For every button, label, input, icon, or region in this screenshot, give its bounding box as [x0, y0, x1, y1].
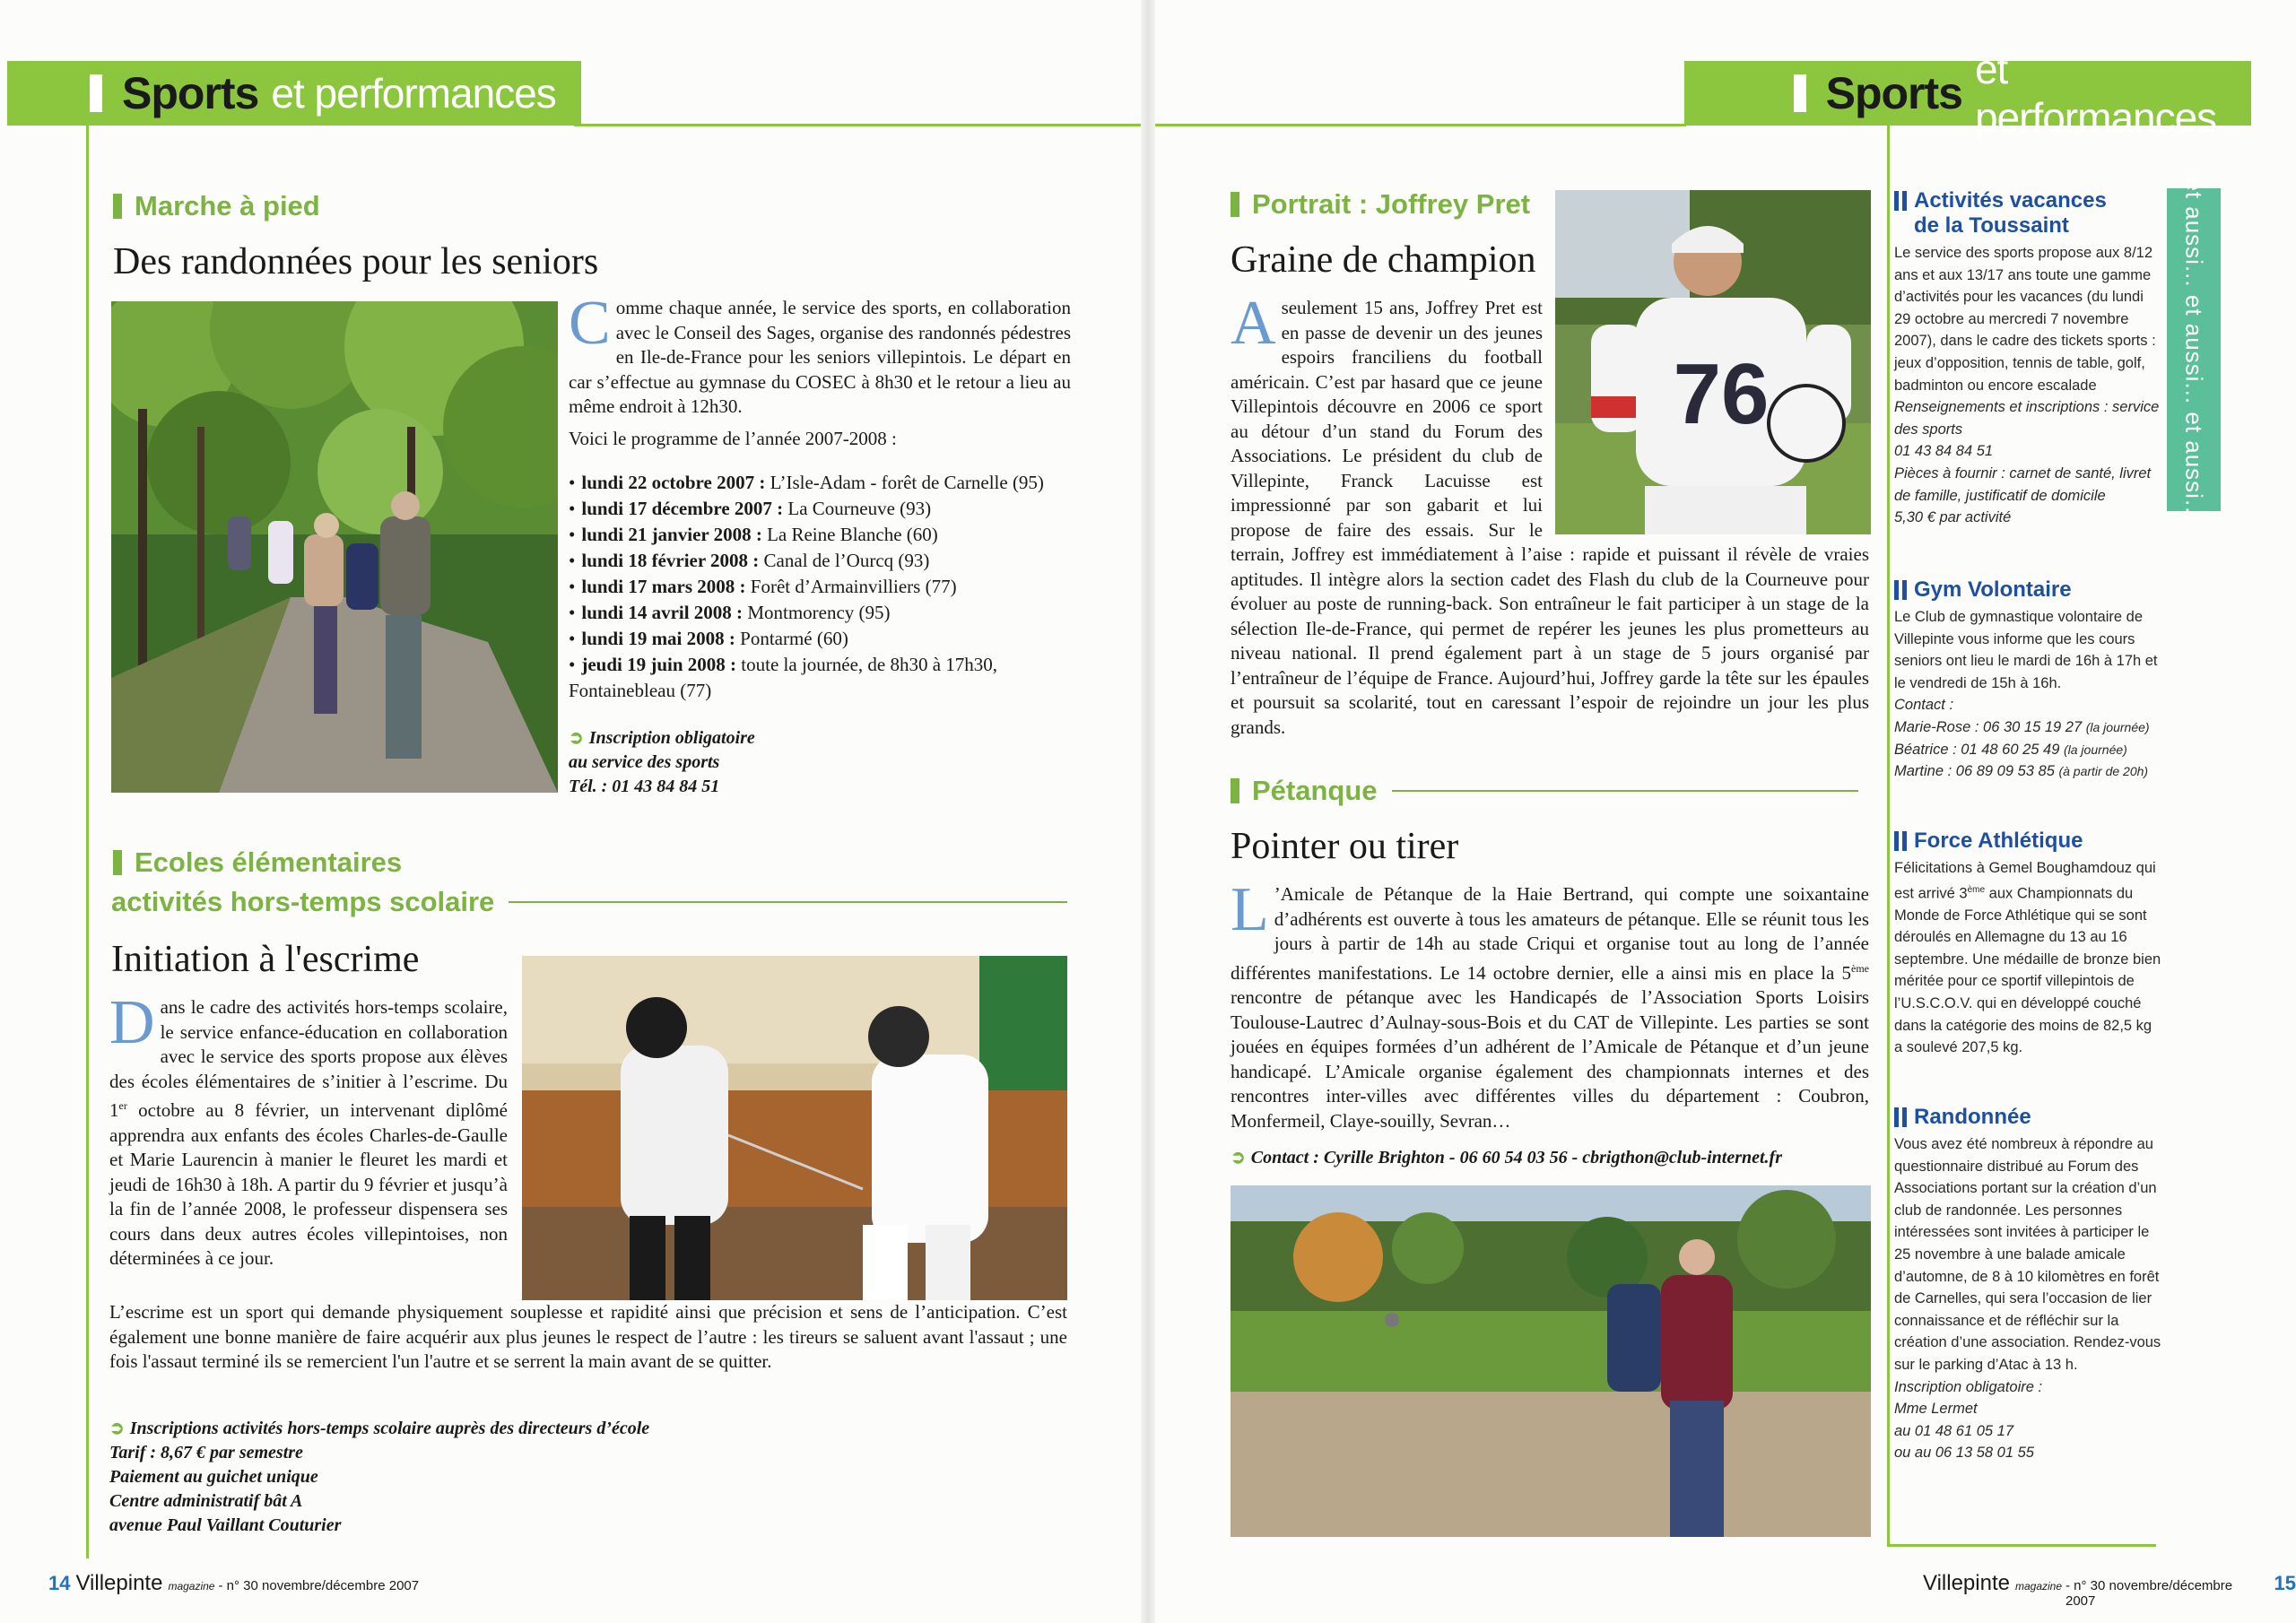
kicker-ecoles: Ecoles élémentaires [113, 846, 402, 879]
sidebar-force: Force Athlétique Félicitations à Gemel Boughamdouz qui est arrivé 3ème aux Championnats du Monde de Force Athlétique qui se sont déroulés en Allemagne du 13 au 16 septembre. Une médaille de bronze bien méritée pour ce sportif villepintois de l’U.S.C.O.V. qui en développé couché dans la catégorie des moins de 82,5 kg a soulevé 207,5 kg. [1894, 829, 2163, 1059]
sidebar-title: Force Athlétique [1894, 829, 2163, 854]
list-item: • lundi 22 octobre 2007 : L’Isle-Adam - forêt de Carnelle (95) [569, 470, 1071, 496]
list-item: • lundi 17 mars 2008 : Forêt d’Armainvilliers (77) [569, 574, 1071, 600]
photo-fencing [522, 956, 1067, 1300]
photo-petanque [1231, 1185, 1871, 1537]
programme-list [569, 470, 1071, 704]
et-aussi-label: et aussi... et aussi... et aussi... [2180, 178, 2208, 522]
list-item: • lundi 21 janvier 2008 : La Reine Blanche (60) [569, 522, 1071, 548]
sidebar-vertical-rule [1887, 124, 1890, 1545]
dropcap: L [1231, 875, 1269, 944]
sidebar-title: Randonnée [1894, 1105, 2163, 1130]
headline-escrime: Initiation à l'escrime [111, 939, 420, 980]
folio-left: 14 Villepinte magazine - n° 30 novembre/décembre 2007 [48, 1571, 420, 1595]
top-rule-left [574, 124, 1141, 126]
headline-pointer: Pointer ou tirer [1231, 826, 1459, 867]
escrime-body: Dans le cadre des activités hors-temps scolaire, le service enfance-éducation en collaboration avec le service des sports propose aux élèves des écoles élémentaires de s’initier à l’escrime. Du 1er octobre au 8 février, un intervenant diplômé apprendra aux enfants des écoles Charles-de-Gaulle et Marie Laurencin à manier le fleuret les mardi et jeudi de 16h30 à 18h. A partir du 9 février et jusqu’à la fin de l’année 2008, le professeur dispensera ses cours dans deux autres écoles villepintoises, non déterminées à ce jour. [109, 988, 508, 1269]
kicker-marche: Marche à pied [113, 190, 320, 222]
sidebar-title: Activités vacances de la Toussaint [1894, 188, 2163, 239]
jersey-number: 76 [1673, 346, 1770, 442]
arrow-icon: ➲ [109, 1419, 125, 1438]
portrait-body: A seulement 15 ans, Joffrey Pret est en passe de devenir un des jeunes espoirs franciliens du football américain. C’est par hasard que ce jeune Villepintois découvre en 2006 ce sport au détour d’un stand du Forum des Associations. Le président du club de Villepinte, Franck Lacuisse est impressionné par son gabarit et lui propose de faire des essais. Sur le terrain, Joffrey est immédiatement à l’aise : rapide et puissant il révèle de vraies aptitudes. Il intègre alors la section cadet des Flash du club de la Courneuve pour évoluer au poste de running-back. Son entraîneur le fait participer à un stage de la sélection Ile-de-France, qui permet de repérer les jeunes les plus prometteurs au niveau national. Il prend également part à un stage de 5 jours organisé par l’entraîneur de l’équipe de France. Aujourd’hui, Joffrey garde la tête sur les épaules et poursuit sa scolarité, tout en caressant l’espoir de rejoindre un jour les plus grands. [1231, 289, 1869, 738]
kicker-portrait: Portrait : Joffrey Pret [1231, 188, 1530, 221]
list-item: • lundi 14 avril 2008 : Montmorency (95) [569, 600, 1071, 626]
headline-graine: Graine de champion [1231, 239, 1536, 281]
banner-title-strong: Sports [122, 68, 259, 118]
list-item: • lundi 17 décembre 2007 : La Courneuve (93) [569, 496, 1071, 522]
escrime-inscription-note: ➲ Inscriptions activités hors-temps scolaire auprès des directeurs d’école Tarif : 8,67 € par semestre Paiement au guichet unique Centre administratif bât A avenue Paul Vaillant Couturier [109, 1419, 650, 1535]
spine-gutter [1141, 0, 1155, 1623]
marche-intro: Comme chaque année, le service des sports, en collaboration avec le Conseil des Sages, organise des randonnés pédestres en Ile-de-France pour les seniors villepintois. Le départ en car s’effectue au gymnase du COSEC à 8h30 et le retour a lieu au même endroit à 12h30. Voici le programme de l’année 2007-2008 : [569, 296, 1071, 458]
sidebar-randonnee: Randonnée Vous avez été nombreux à répondre au questionnaire distribué au Forum des Associations portant sur la création d’un club de randonnée. Les personnes intéressées sont invitées à participer le 25 novembre à une balade amicale d’automne, de 8 à 10 kilomètres en forêt de Carnelles, qui sera l’occasion de lier connaissance et de réfléchir sur la création d’une association. Rendez-vous sur le parking d’Atac à 13 h. Inscription obligatoire : Mme Lermet au 01 48 61 05 17 ou au 06 13 58 01 55 [1894, 1105, 2163, 1464]
list-item: • jeudi 19 juin 2008 : toute la journée, de 8h30 à 17h30, Fontainebleau (77) [569, 652, 1071, 704]
photo-seniors-walking [111, 301, 558, 793]
sidebar-gym: Gym Volontaire Le Club de gymnastique volontaire de Villepinte vous informe que les cours seniors ont lieu le mardi de 16h à 17h et le vendredi de 15h à 16h. Contact : Marie-Rose : 06 30 15 19 27 (la journée) Béatrice : 01 48 60 25 49 (la journée) Martine : 06 89 09 53 85 (à partir de 20h) [1894, 577, 2163, 783]
kicker-petanque: Pétanque [1231, 775, 1858, 807]
left-vertical-rule [86, 124, 89, 1558]
escrime-body-2: L’escrime est un sport qui demande physiquement souplesse et rapidité ainsi que précision et sens de l’anticipation. C’est également une bonne manière de faire acquérir aux plus jeunes le respect de l’autre : les tireurs se saluent avant l'assaut ; une fois l'assaut terminé ils se remercient l'un l'autre et se serrent la main avant de se quitter. [109, 1301, 1067, 1372]
banner-title-light: et performances [271, 70, 556, 117]
headline-randonnees: Des randonnées pour les seniors [113, 241, 599, 282]
sidebar-vacances: Activités vacances de la Toussaint Le service des sports propose aux 8/12 ans et aux 13/17 ans toute une gamme d’activités pour les vacances (du lundi 29 octobre au mercredi 7 novembre 2007), dans le cadre des tickets sports : jeux d’opposition, tennis de table, golf, badminton ou encore escalade Renseignements et inscriptions : service des sports 01 43 84 84 51 Pièces à fournir : carnet de santé, livret de famille, justificatif de domicile 5,30 € par activité [1894, 188, 2163, 529]
folio-right: Villepinte magazine - n° 30 novembre/décembre 2007 15 [1923, 1571, 2296, 1609]
dropcap: A [1231, 289, 1276, 358]
petanque-body: L ’Amicale de Pétanque de la Haie Bertrand, qui compte une soixantaine d’adhérents est ouverte à tous les amateurs de pétanque. Elle se réunit tous les jours à partir de 14h au stade Criqui et organise tout au long de l’année différentes manifestations. Le 14 octobre dernier, elle a ainsi mis en place la 5ème rencontre de pétanque avec les Handicapés de l’Association Sports Loisirs Toulouse-Lautrec d’Aulnay-sous-Bois et du CAT de Villepinte. Les parties se sont jouées en équipes formées d’un adhérent de l’Amicale de Pétanque et d’un jeune handicapé. L’Amicale organise également des championnats internes et des rencontres inter-villes avec différentes villes du département : Coubron, Monfermeil, Claye-souilly, Sevran… [1231, 875, 1869, 1132]
arrow-icon: ➲ [1231, 1148, 1246, 1167]
arrow-icon: ➲ [569, 728, 584, 748]
marche-inscription-note: ➲ Inscription obligatoire au service des sports Tél. : 01 43 84 84 51 [569, 728, 755, 796]
list-item: • lundi 18 février 2008 : Canal de l’Ourcq (93) [569, 548, 1071, 574]
list-item: • lundi 19 mai 2008 : Pontarmé (60) [569, 626, 1071, 652]
section-banner-left [7, 61, 581, 126]
top-rule-right [1155, 124, 1686, 126]
dropcap: D [109, 988, 155, 1057]
kicker-hors-temps: activités hors-temps scolaire [111, 886, 1067, 918]
sidebar-bottom-rule [1887, 1544, 2156, 1547]
section-banner-right [1684, 46, 2251, 141]
programme-intro: Voici le programme de l’année 2007-2008 : [569, 427, 897, 449]
petanque-contact: ➲ Contact : Cyrille Brighton - 06 60 54 03 56 - cbrigthon@club-internet.fr [1231, 1148, 1783, 1167]
banner-title-strong: Sports [1825, 68, 1962, 118]
banner-title-light: et performances [1974, 46, 2217, 141]
sidebar-title: Gym Volontaire [1894, 577, 2163, 603]
dropcap: C [569, 289, 611, 358]
